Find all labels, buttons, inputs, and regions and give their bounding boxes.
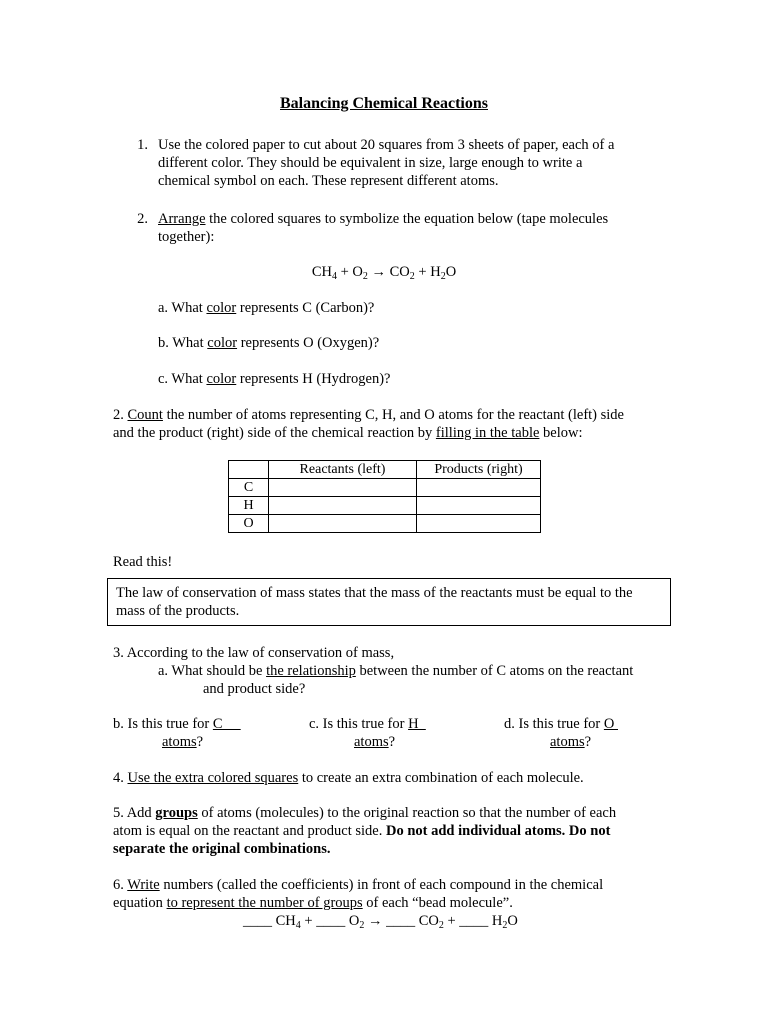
- q5-text: atom is equal on the reactant and product side.: [113, 823, 386, 839]
- step-2-line: together):: [158, 229, 215, 245]
- q5-keyword: groups: [155, 805, 198, 821]
- blank-eq-part: ____ CO: [386, 913, 439, 929]
- q3d-blank: O: [603, 716, 618, 732]
- q6-text: numbers (called the coefficients) in front of each compound in the chemical: [159, 877, 604, 893]
- q-keyword: color: [206, 371, 237, 387]
- q6-text: equation: [113, 895, 167, 911]
- count-keyword: Count: [127, 407, 163, 423]
- arrow-icon: →: [367, 264, 390, 280]
- table-header-row: [229, 461, 541, 479]
- q3c-mark: ?: [388, 734, 396, 750]
- count-text: below:: [539, 425, 583, 441]
- eq-part: O: [445, 264, 457, 280]
- q5-text: 5. Add: [113, 805, 156, 821]
- question-3c: [309, 715, 426, 733]
- blank-eq-subscript: 2: [359, 920, 365, 931]
- blank-eq-part: ____ CH: [243, 913, 296, 929]
- q6-keyword: Write: [127, 877, 160, 893]
- conservation-law-box: [107, 578, 671, 626]
- page-title: Balancing Chemical Reactions: [280, 95, 488, 112]
- blank-equation: [243, 912, 518, 930]
- step-2-number: 2.: [137, 211, 148, 227]
- q3b-text: b. Is this true for: [113, 716, 213, 732]
- q6-text: of each “bead molecule”.: [362, 895, 513, 911]
- blank-eq-part: + ____ H: [443, 913, 503, 929]
- q3a-keyword: the relationship: [266, 663, 356, 679]
- count-keyword: filling in the table: [435, 425, 540, 441]
- q4-keyword: Use the extra colored squares: [127, 770, 299, 786]
- q-keyword: color: [206, 300, 237, 316]
- question-3d: [504, 715, 618, 733]
- reactants-cell[interactable]: [269, 497, 417, 515]
- q6-keyword: to represent the number of groups: [166, 895, 363, 911]
- question-color-carbon: [158, 299, 374, 317]
- eq-subscript: 2: [440, 271, 446, 282]
- q3d-atoms: atoms: [550, 734, 585, 750]
- blank-eq-part: + ____ O: [300, 913, 360, 929]
- q-keyword: color: [207, 335, 238, 351]
- question-3b: [113, 715, 241, 733]
- eq-part: + O: [336, 264, 363, 280]
- q3d-text: d. Is this true for: [504, 716, 604, 732]
- atom-label: H: [229, 497, 269, 515]
- q3a-text: a. What should be: [158, 663, 267, 679]
- q3d-mark: ?: [584, 734, 592, 750]
- table-header-cell: Products (right): [417, 461, 541, 479]
- step-1-line: chemical symbol on each. These represent different atoms.: [158, 173, 499, 189]
- q-text: represents H (Hydrogen)?: [236, 371, 391, 387]
- chemical-equation: [0, 263, 768, 281]
- blank-eq-subscript: 4: [295, 920, 301, 931]
- step-1-line: different color. They should be equivalent in size, large enough to write a: [158, 155, 583, 171]
- question-color-oxygen: [158, 334, 379, 352]
- question-3a-line2: and product side?: [203, 681, 306, 697]
- eq-subscript: 2: [362, 271, 368, 282]
- products-cell[interactable]: [417, 515, 541, 533]
- q5-bold: Do not add individual atoms. Do not: [386, 823, 611, 839]
- q-text: represents O (Oxygen)?: [237, 335, 380, 351]
- read-this-label: Read this!: [113, 554, 173, 570]
- atom-label: C: [229, 479, 269, 497]
- q4-text: to create an extra combination of each molecule.: [298, 770, 584, 786]
- q3c-blank: H: [408, 716, 426, 732]
- blank-eq-subscript: 2: [438, 920, 444, 931]
- table-header-cell: [229, 461, 269, 479]
- question-6: [113, 876, 603, 912]
- eq-part: CH: [311, 264, 332, 280]
- question-3b-line2: [162, 733, 203, 751]
- count-text: and the product (right) side of the chemical reaction by: [113, 425, 436, 441]
- atom-count-table: [228, 460, 541, 533]
- arrange-keyword: Arrange: [158, 211, 206, 227]
- reactants-cell[interactable]: [269, 479, 417, 497]
- table-row: [229, 515, 541, 533]
- q6-text: 6.: [113, 877, 128, 893]
- q3b-blank: C: [212, 716, 241, 732]
- products-cell[interactable]: [417, 497, 541, 515]
- q-text: a. What: [158, 300, 207, 316]
- reactants-cell[interactable]: [269, 515, 417, 533]
- q5-text: of atoms (molecules) to the original reaction so that the number of each: [197, 805, 617, 821]
- eq-subscript: 4: [331, 271, 337, 282]
- question-4: [113, 769, 584, 787]
- table-header-cell: Reactants (left): [269, 461, 417, 479]
- blank-eq-subscript: 2: [502, 920, 508, 931]
- q4-number: 4.: [113, 770, 128, 786]
- question-3a: [158, 662, 633, 680]
- q-text: represents C (Carbon)?: [236, 300, 375, 316]
- q3b-atoms: atoms: [162, 734, 197, 750]
- q3c-text: c. Is this true for: [309, 716, 409, 732]
- question-3c-line2: [354, 733, 395, 751]
- count-instructions: [113, 406, 624, 442]
- question-color-hydrogen: [158, 370, 390, 388]
- table-row: [229, 497, 541, 515]
- atom-label: O: [229, 515, 269, 533]
- eq-subscript: 2: [409, 271, 415, 282]
- q3b-mark: ?: [196, 734, 204, 750]
- step-1-number: 1.: [137, 137, 148, 153]
- q3c-atoms: atoms: [354, 734, 389, 750]
- law-line: The law of conservation of mass states that the mass of the reactants must be equal to the: [116, 585, 633, 601]
- count-text: the number of atoms representing C, H, and O atoms for the reactant (left) side: [162, 407, 624, 423]
- question-5: [113, 804, 616, 858]
- step-2-line: the colored squares to symbolize the equation below (tape molecules: [205, 211, 609, 227]
- count-number: 2.: [113, 407, 128, 423]
- q5-bold: separate the original combinations.: [113, 841, 331, 857]
- q3a-text: between the number of C atoms on the reactant: [355, 663, 634, 679]
- eq-part: + H: [414, 264, 441, 280]
- products-cell[interactable]: [417, 479, 541, 497]
- q-text: c. What: [158, 371, 207, 387]
- law-line: mass of the products.: [116, 603, 240, 619]
- arrow-icon: →: [364, 913, 387, 929]
- q-text: b. What: [158, 335, 208, 351]
- table-row: [229, 479, 541, 497]
- step-2-text: [158, 210, 608, 246]
- step-1-line: Use the colored paper to cut about 20 squares from 3 sheets of paper, each of a: [158, 137, 615, 153]
- eq-part: CO: [389, 264, 410, 280]
- step-1-text: [158, 136, 614, 190]
- question-3-intro: 3. According to the law of conservation of mass,: [113, 645, 395, 661]
- question-3d-line2: [550, 733, 591, 751]
- blank-eq-part: O: [507, 913, 518, 929]
